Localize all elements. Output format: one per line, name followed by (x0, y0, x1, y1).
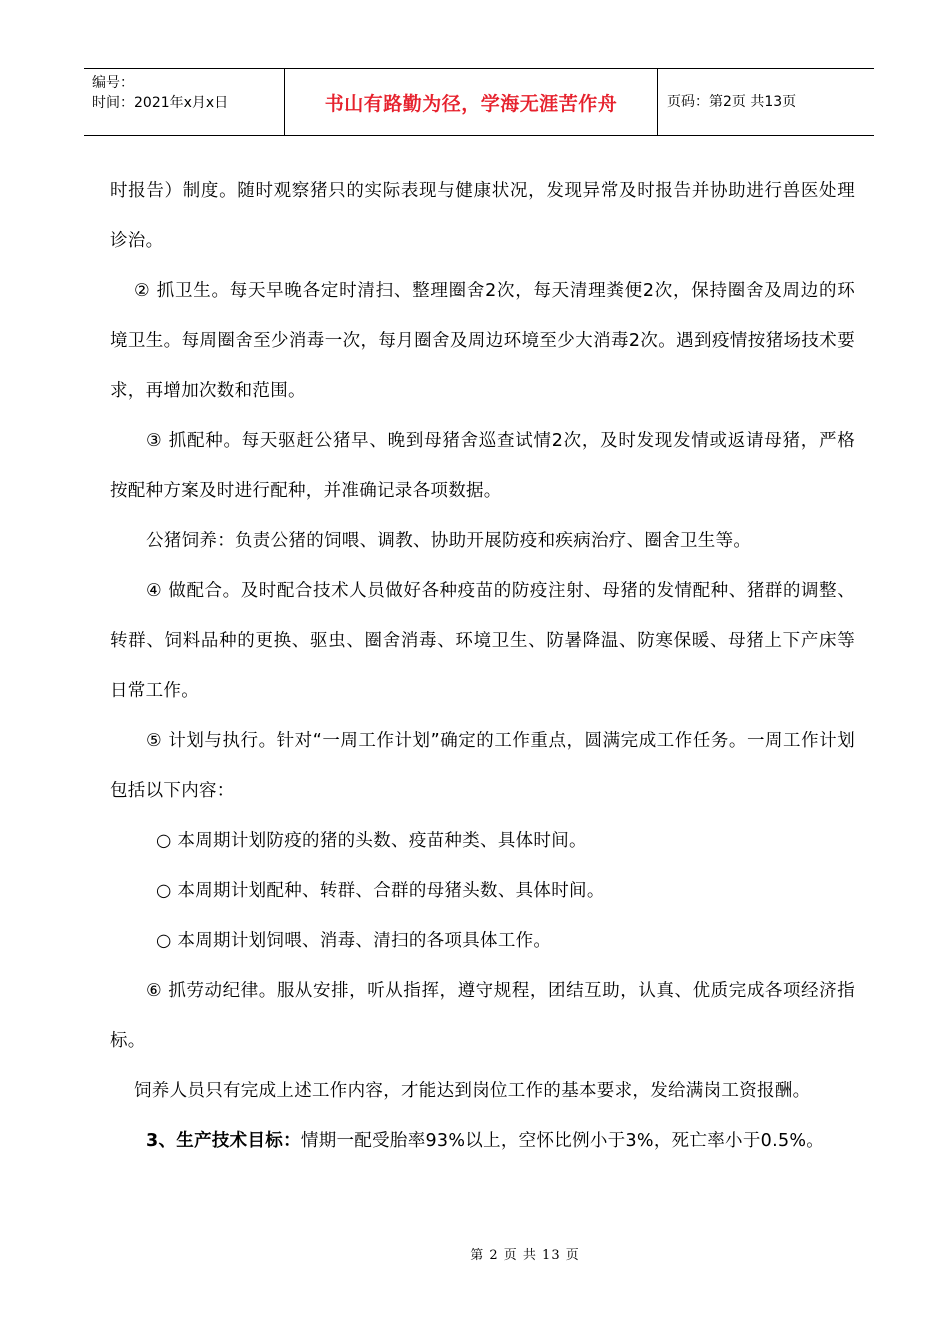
list-item: ○ 本周期计划防疫的猪的头数、疫苗种类、具体时间。 (156, 831, 587, 851)
paragraph: 饲养人员只有完成上述工作内容，才能达到岗位工作的基本要求，发给满岗工资报酬。 (134, 1081, 811, 1101)
header-page-number: 页码：第2页 共13页 (667, 94, 797, 110)
paragraph: 公猪饲养：负责公猪的饲喂、调教、协助开展防疫和疾病治疗、圈舍卫生等。 (146, 531, 752, 551)
header-divider (657, 69, 658, 135)
paragraph: ③ 抓配种。每天驱赶公猪早、晚到母猪舍巡查试情2次，及时发现发情或返请母猪，严格按配种方案及时进行配种，并准确记录各项数据。 (110, 431, 855, 501)
section-text: 情期一配受胎率93%以上，空怀比例小于3%，死亡率小于0.5%。 (300, 1131, 825, 1151)
paragraph: ④ 做配合。及时配合技术人员做好各种疫苗的防疫注射、母猪的发情配种、猪群的调整、转群、饲料品种的更换、驱虫、圈舍消毒、环境卫生、防暑降温、防寒保暖、母猪上下产床等日常工作。 (110, 581, 855, 701)
paragraph: ② 抓卫生。每天早晚各定时清扫、整理圈舍2次，每天清理粪便2次，保持圈舍及周边的环境卫生。每周圈舍至少消毒一次，每月圈舍及周边环境至少大消毒2次。遇到疫情按猪场技术要求，再增加次数和范围。 (110, 281, 855, 401)
document-body (110, 166, 855, 1166)
header-meta (92, 73, 228, 113)
paragraph (110, 1116, 855, 1166)
paragraph: ⑥ 抓劳动纪律。服从安排，听从指挥，遵守规程，团结互助，认真、优质完成各项经济指标。 (110, 981, 855, 1051)
document-number-label: 编号： (92, 75, 134, 91)
list-item: ○ 本周期计划配种、转群、合群的母猪头数、具体时间。 (156, 881, 605, 901)
list-item: ○ 本周期计划饲喂、消毒、清扫的各项具体工作。 (156, 931, 552, 951)
page-header (84, 68, 874, 136)
section-heading: 3、生产技术目标： (146, 1131, 301, 1151)
page-footer: 第 2 页 共 13 页 (470, 1248, 580, 1263)
document-time-label: 时间：2021年x月x日 (92, 95, 229, 111)
paragraph: ⑤ 计划与执行。针对“一周工作计划”确定的工作重点，圆满完成工作任务。一周工作计划包括以下内容： (110, 731, 855, 801)
paragraph: 时报告）制度。随时观察猪只的实际表现与健康状况，发现异常及时报告并协助进行兽医处理诊治。 (110, 181, 855, 251)
header-motto: 书山有路勤为径，学海无涯苦作舟 (324, 93, 618, 115)
